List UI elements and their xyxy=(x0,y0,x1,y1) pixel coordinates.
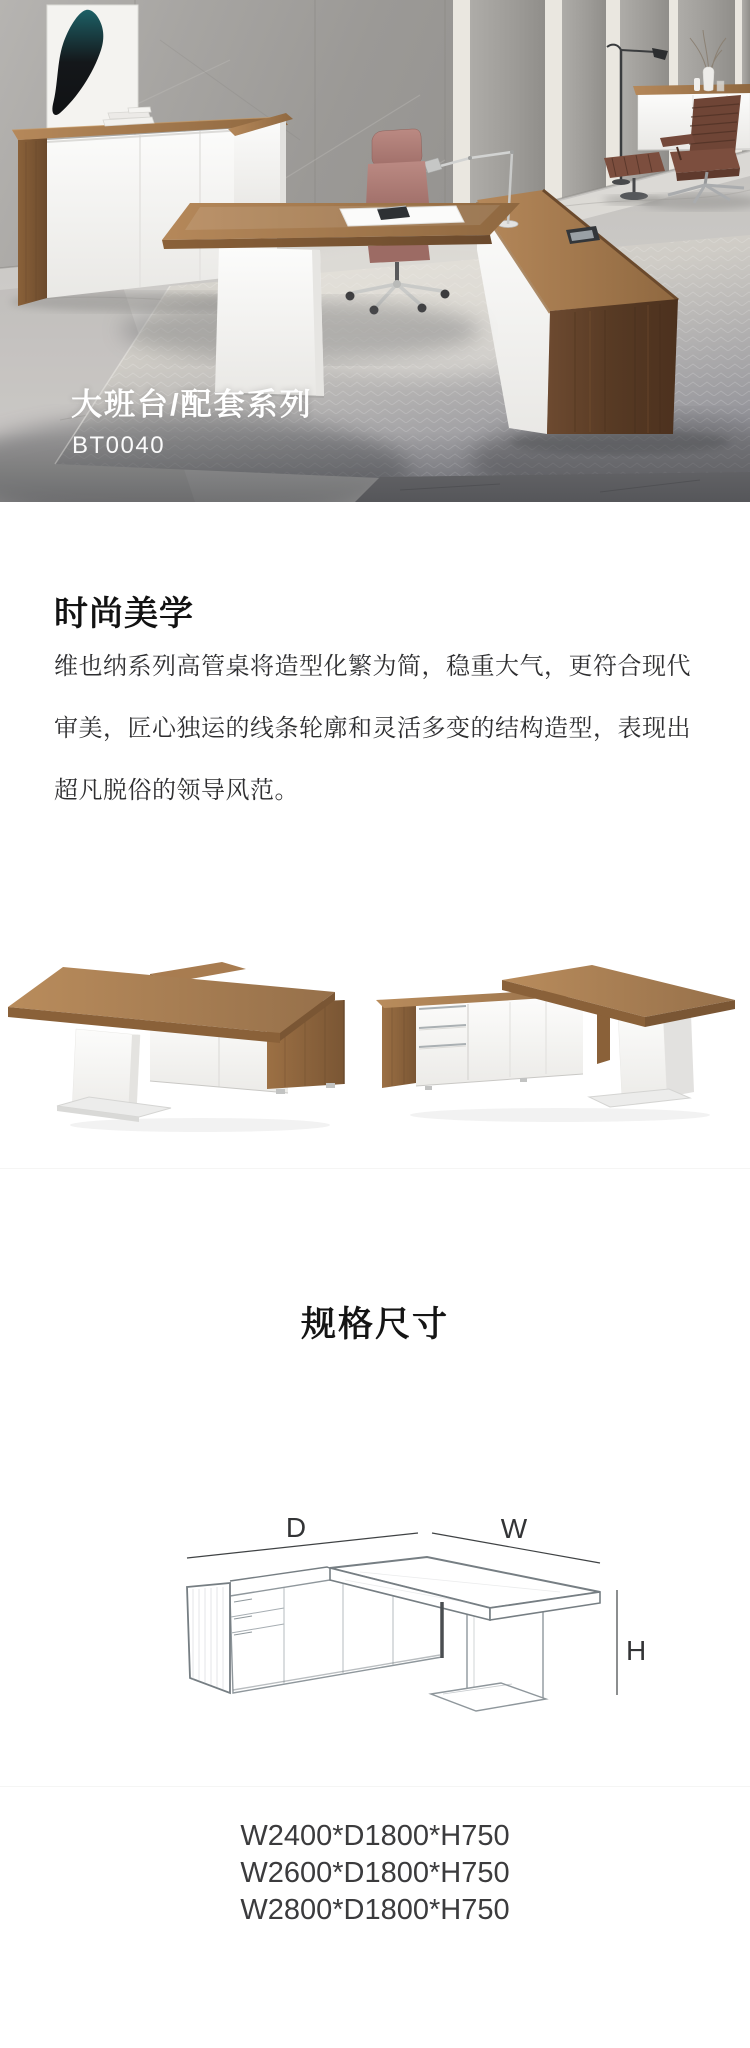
dim-label-width: W xyxy=(500,1513,528,1544)
spec-diagram xyxy=(0,1430,750,1760)
spec-diagram-svg xyxy=(0,1430,750,1760)
desk-render-right xyxy=(376,965,735,1122)
credenza-wood-gable xyxy=(18,138,47,306)
desk-leg-panel xyxy=(215,247,324,396)
desk-sketch xyxy=(187,1557,600,1711)
paragraph-line: 审美，匠心独运的线条轮廓和灵活多变的结构造型，表现出 xyxy=(54,715,691,742)
sketch-wood-gable xyxy=(187,1583,230,1693)
paragraph-line: 超凡脱俗的领导风范。 xyxy=(54,777,299,804)
hero-scene-svg xyxy=(0,0,750,502)
chrome-base-plate xyxy=(589,1089,690,1107)
return-wood-gable xyxy=(547,299,678,434)
hero-model-code: BT0040 xyxy=(72,432,166,459)
hero-photo xyxy=(0,0,750,502)
sideboard-front xyxy=(416,997,583,1086)
chair-back xyxy=(366,161,429,206)
aesthetic-paragraph xyxy=(54,636,709,822)
size-line: W2400*D1800*H750 xyxy=(240,1820,510,1852)
paragraph-line: 维也纳系列高管桌将造型化繁为简，稳重大气，更符合现代 xyxy=(54,653,691,680)
aesthetic-heading: 时尚美学 xyxy=(54,595,194,633)
desk-render-left xyxy=(8,962,344,1132)
size-line: W2800*D1800*H750 xyxy=(240,1894,510,1926)
chair-headrest xyxy=(372,129,422,166)
mid-height-cabinet xyxy=(228,113,293,211)
sideboard-wood-gable xyxy=(382,999,416,1088)
dim-label-depth: D xyxy=(285,1512,307,1543)
specs-heading: 规格尺寸 xyxy=(300,1305,449,1344)
hero-series-title: 大班台/配套系列 xyxy=(71,387,313,422)
image-seam xyxy=(0,1786,750,1787)
image-seam xyxy=(0,1168,750,1169)
gallery-section xyxy=(0,950,750,1200)
spec-sizes xyxy=(0,1818,750,1929)
dim-label-height: H xyxy=(626,1635,647,1666)
chair-seat xyxy=(368,243,430,263)
size-line: W2600*D1800*H750 xyxy=(240,1857,510,1889)
gallery-svg xyxy=(0,950,750,1200)
